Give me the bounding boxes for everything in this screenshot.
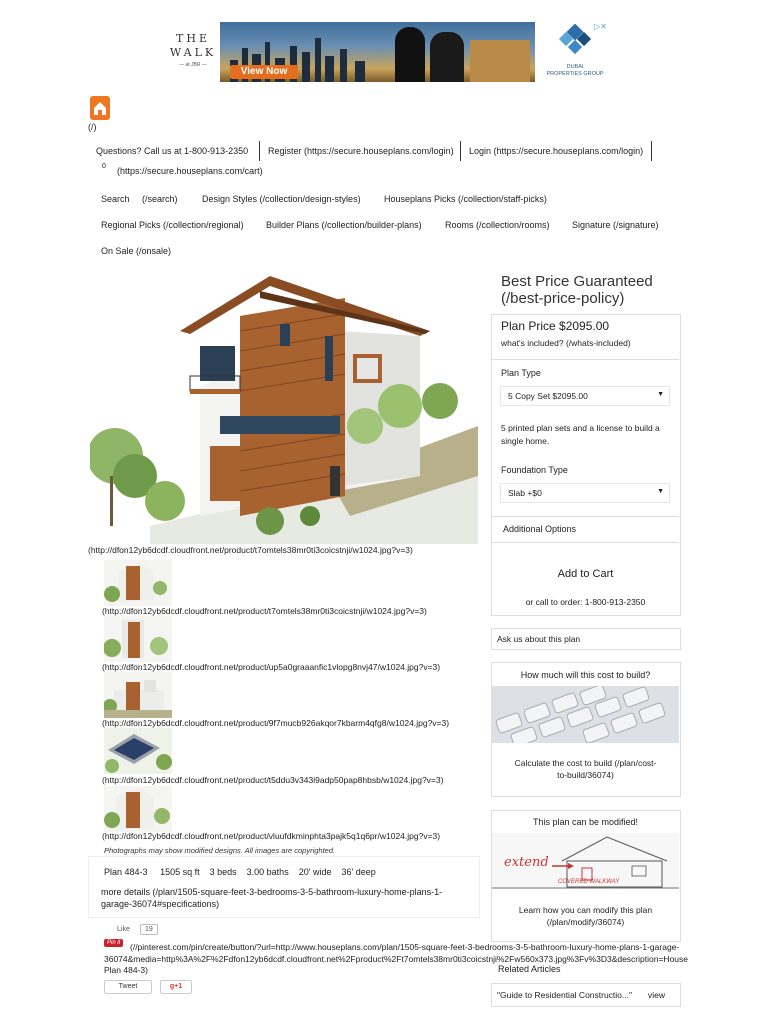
ad-walk-title-2: WALK: [169, 46, 217, 59]
thumbnail-image[interactable]: [104, 560, 172, 606]
additional-options-toggle[interactable]: Additional Options: [503, 524, 577, 534]
nav-on-sale[interactable]: On Sale (/onsale): [101, 246, 172, 256]
modify-plan-image: [492, 833, 679, 889]
foundation-type-select[interactable]: [500, 483, 670, 503]
plan-type-label: Plan Type: [501, 368, 541, 378]
thumbnail-url[interactable]: (http://dfon12yb6dcdf.cloudfront.net/product/t5ddu3v343i9adp50pap8hbsb/w1024.jpg?v=3): [102, 775, 444, 785]
thumbnail-url[interactable]: (http://dfon12yb6dcdf.cloudfront.net/product/vluufdkminphta3pajk5q1q6pr/w1024.jpg?v=3): [102, 831, 441, 841]
cart-link[interactable]: (https://secure.houseplans.com/cart): [117, 166, 263, 176]
related-article-item[interactable]: [491, 983, 681, 1007]
like-count: 19: [140, 924, 158, 935]
main-image-url[interactable]: (http://dfon12yb6dcdf.cloudfront.net/product/t7omtels38mr0ti3coicstnji/w1024.jpg?v=3): [88, 545, 413, 555]
home-icon[interactable]: [90, 96, 110, 120]
pin-it-button[interactable]: Pin it: [104, 939, 123, 947]
plan-type-select[interactable]: [500, 386, 670, 406]
register-link[interactable]: Register (https://secure.houseplans.com/login): [268, 146, 454, 156]
plan-type-value: 5 Copy Set $2095.00: [508, 391, 588, 401]
main-plan-image[interactable]: [90, 276, 478, 544]
calculator-image: [492, 686, 679, 743]
phone-link[interactable]: Questions? Call us at 1-800-913-2350: [96, 146, 249, 156]
panel-divider: [492, 542, 679, 543]
nav-builder-plans[interactable]: Builder Plans (/collection/builder-plans): [266, 220, 422, 230]
calc-text-1: Calculate the cost to build (/plan/cost-: [514, 758, 657, 768]
ad-brand-line1: DUBAI: [566, 64, 584, 70]
spec-beds: 3 beds: [209, 867, 237, 877]
spec-depth: 36' deep: [341, 867, 376, 877]
thumbnail-image[interactable]: [104, 616, 172, 662]
ask-about-plan-link[interactable]: Ask us about this plan: [497, 634, 581, 644]
calculate-cost-link[interactable]: [502, 757, 669, 781]
google-plus-label: +1: [174, 983, 183, 990]
whats-included-link[interactable]: what's included? (/whats-included): [501, 338, 631, 348]
plan-type-desc-2: single home.: [501, 436, 550, 446]
ad-walk-title: THE: [176, 32, 210, 45]
spec-baths: 3.00 baths: [246, 867, 289, 877]
ad-choices-icon[interactable]: ▷✕: [594, 22, 607, 31]
pinterest-url[interactable]: [104, 942, 724, 977]
ad-banner[interactable]: [160, 22, 613, 82]
nav-design-styles[interactable]: Design Styles (/collection/design-styles): [202, 194, 361, 204]
modify-plan-title: This plan can be modified!: [532, 817, 639, 827]
thumbnail-image[interactable]: [104, 728, 172, 774]
ad-brand-line2: PROPERTIES GROUP: [546, 71, 604, 77]
ad-view-now-button[interactable]: View Now: [230, 65, 298, 79]
related-articles-heading: Related Articles: [498, 964, 561, 974]
cost-to-build-title: How much will this cost to build?: [520, 670, 651, 680]
image-disclaimer: Photographs may show modified designs. All images are copyrighted.: [104, 846, 336, 855]
add-to-cart-button[interactable]: Add to Cart: [557, 568, 614, 580]
spec-sqft: 1505 sq ft: [160, 867, 200, 877]
header-divider: [460, 141, 461, 161]
learn-modify-link[interactable]: [502, 904, 669, 928]
like-button[interactable]: Like: [117, 926, 130, 933]
more-details-link[interactable]: [101, 886, 442, 910]
pin-url-3: Plan 484-3): [104, 965, 148, 975]
related-article-view-link[interactable]: view: [648, 990, 666, 1000]
nav-regional[interactable]: Regional Picks (/collection/regional): [101, 220, 244, 230]
tweet-button[interactable]: Tweet: [104, 980, 152, 994]
thumbnail-url[interactable]: (http://dfon12yb6dcdf.cloudfront.net/product/up5a0graaanfic1vlopg8nvj47/w1024.jpg?v=3): [102, 662, 441, 672]
mod-text-2: (/plan/modify/36074): [546, 917, 625, 927]
call-to-order: or call to order: 1-800-913-2350: [525, 597, 646, 607]
google-plus-icon: g: [169, 983, 175, 990]
thumbnail-url[interactable]: (http://dfon12yb6dcdf.cloudfront.net/product/t7omtels38mr0ti3coicstnji/w1024.jpg?v=3): [102, 606, 427, 616]
header-divider: [259, 141, 260, 161]
nav-search[interactable]: Search: [101, 194, 130, 204]
plan-type-desc-1: 5 printed plan sets and a license to build a: [501, 423, 660, 433]
best-price-link[interactable]: [501, 273, 653, 307]
thumbnail-url[interactable]: (http://dfon12yb6dcdf.cloudfront.net/product/9f7mucb926akqor7kbarm4qfg8/w1024.jpg?v=3): [102, 718, 450, 728]
google-plus-button[interactable]: [160, 980, 192, 994]
plan-price: Plan Price $2095.00: [501, 319, 610, 333]
more-details-text-1: more details (/plan/1505-square-feet-3-bedrooms-3-5-bathroom-luxury-home-plans-1-: [101, 887, 443, 897]
ask-about-plan-box[interactable]: [491, 628, 681, 650]
foundation-type-label: Foundation Type: [501, 465, 568, 475]
nav-search-url[interactable]: (/search): [142, 194, 178, 204]
calc-text-2: to-build/36074): [557, 770, 614, 780]
thumbnail-image[interactable]: [104, 786, 172, 832]
thumbnail-image[interactable]: [104, 672, 172, 718]
related-article-title[interactable]: "Guide to Residential Constructio...": [497, 990, 633, 1000]
modify-extend-label: extend: [504, 855, 549, 870]
header-divider: [651, 141, 652, 161]
best-price-url: (/best-price-policy): [501, 290, 625, 307]
ad-walk-subtitle: — at JBR —: [179, 62, 207, 68]
spec-plan: Plan 484-3: [104, 867, 148, 877]
dubai-properties-name: [532, 64, 618, 78]
modify-walkway-label: COVERED WALKWAY: [558, 879, 620, 885]
mod-text-1: Learn how you can modify this plan: [518, 905, 653, 915]
nav-staff-picks[interactable]: Houseplans Picks (/collection/staff-picks): [384, 194, 547, 204]
pin-url-2: 36074&media=http%3A%2F%2Fdfon12yb6dcdf.cloudfront.net%2Fproduct%2Ft7omtels38mr0ti3coicstnji%2Fw560x373.jpg%3Fv%3D3&description=House: [104, 953, 688, 964]
login-link[interactable]: Login (https://secure.houseplans.com/login): [469, 146, 644, 156]
more-details-text-2: garage-36074#specifications): [101, 899, 220, 909]
chevron-down-icon: ▼: [657, 488, 664, 495]
foundation-type-value: Slab +$0: [508, 488, 542, 498]
nav-rooms[interactable]: Rooms (/collection/rooms): [445, 220, 550, 230]
chevron-down-icon: ▼: [657, 391, 664, 398]
plan-type-description: [501, 422, 660, 448]
specs-line: [104, 867, 376, 877]
cart-icon[interactable]: 0: [102, 163, 106, 170]
pin-url-1: (//pinterest.com/pin/create/button/?url=http://www.houseplans.com/plan/1505-square-feet-3-bedrooms-3-5-bathroom-luxury-home-plans-1-garage-: [130, 942, 680, 952]
panel-divider: [492, 516, 679, 517]
home-link[interactable]: (/): [88, 122, 97, 132]
nav-signature[interactable]: Signature (/signature): [572, 220, 659, 230]
best-price-title: Best Price Guaranteed: [501, 273, 653, 290]
panel-divider: [492, 359, 679, 360]
spec-width: 20' wide: [298, 867, 332, 877]
